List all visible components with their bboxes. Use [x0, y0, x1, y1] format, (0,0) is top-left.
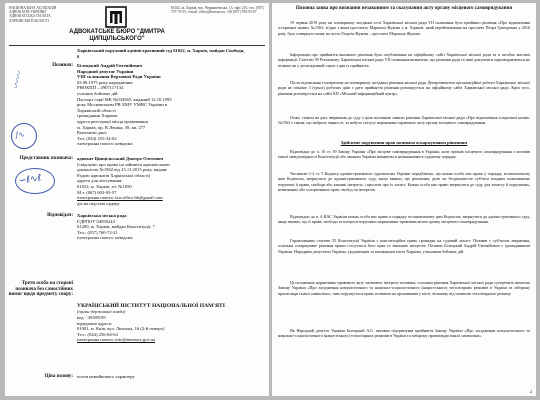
rep-email: електронна пошта: law.office.hb@gmail.com: [77, 195, 163, 201]
rep-line: діяльністю №1962 від 23.11.2015 року, видане: [77, 167, 168, 173]
third-party-line: (орган державної влади): [77, 309, 126, 315]
rep-line: адреса для листування:: [77, 178, 123, 184]
third-party-line: 01001, м. Київ, вул. Липська, 16 (2-й поверх): [77, 326, 165, 332]
representative-label: Представник позивача:: [19, 156, 73, 161]
third-party-name: УКРАЇНСЬКИЙ ІНСТИТУТ НАЦІОНАЛЬНОЇ ПАМ'ЯТІ: [77, 303, 225, 309]
paragraph: Відповідно до п. 6 КАС України кожна особа має право в порядку, встановленому цим Кодексом, звернутися до адміністративного суду, якщо вважає, що її права, свободи та інтереси порушено нормативно-правовим актом органу місцевого самоврядування.: [278, 214, 530, 225]
paragraph: Ці положення нормативно-правового акту зачіпають інтереси позивача, оскільки рішення Харківської міської ради суперечить вимогам Закону України «Про засудження комуністичного та націонал-соціалістичного (нацистського) тоталітарних режимів в Україні та заборону пропаганди їхньої символіки», чим порушується право позивача на проживання у місті, вільному від символів тоталітарного режиму.: [278, 280, 530, 296]
defendant-name: Харківська міська рада: [77, 213, 127, 218]
plaintiff-line: адреса реєстрації місця проживання: [77, 118, 148, 124]
paragraph: Частиною 1-2 ст. 5 Кодексу адміністративного судочинства України передбачено, що кожна особа має право у порядку, встановленому цим Кодексом, звернутися до адміністративного суду, якщо вважає, що рішенням, дією чи бездіяльністю суб'єкта владних повноважень порушені її права, свободи або законні інтереси, і просити про їх захист. Кожна особа має право звернутися до суду для захисту її порушених, невизнаних або оспорюваних прав, свобод чи інтересів.: [278, 171, 530, 192]
defendant-line: 61200, м. Харків, майдан Конституції, 7: [77, 224, 155, 230]
court-address: Харківський окружний адміністративний суд 61022, м. Харків, майдан Свободи, 6: [77, 48, 245, 59]
plaintiff-role: Народний депутат України: [77, 68, 134, 74]
plaintiff-line: громадянин Харкова: [77, 113, 118, 119]
plaintiff-line: Контактні дані:: [77, 130, 108, 136]
plaintiff-line: Тел: (044) 255-34-02: [77, 135, 117, 141]
plaintiff-line: учасник бойових дій: [77, 90, 118, 96]
plaintiff-line: РНОКПП – 2907117134: [77, 85, 124, 91]
paragraph: Відповідно до ч. 10 ст. 59 Закону України «Про місцеве самоврядування в Україні» акти органів місцевого самоврядування з мотивів їхньої невідповідності Конституції або законам України визнаються незаконними в судовому порядку.: [278, 149, 530, 160]
claim-title: Позовна заява про визнання незаконним та скасування акту органу місцевого самоврядування: [295, 6, 513, 11]
third-party-line: юридична адреса:: [77, 320, 113, 326]
claim-price-label: Ціна позову:: [44, 374, 73, 379]
defendant-label: Відповідач:: [47, 213, 73, 218]
signature-mark: ∽ℓ∿ℓ: [18, 173, 43, 187]
section-subtitle: Здійснене порушення прав позивача оскаржуваним рішенням: [340, 140, 468, 145]
rep-line: адвокат Ципцільський Дмитро Олегович: [77, 156, 164, 161]
bureau-contacts: 61022, м. Харків, вул. Чернишевська, 13, офіс 215, тел. (057) 707-75-55, e-mail: office@bureau.ua, +38 (057) 700-03-07: [171, 6, 264, 15]
page-number: 2: [529, 389, 532, 394]
handwritten-note: 〰〰: [11, 70, 26, 90]
document-page-2: [272, 3, 536, 396]
rep-line: М.т. (067) 603-03-57: [77, 189, 117, 195]
plaintiff-line: м. Харків, пр. В.Леніна, 39, кв. 277: [77, 124, 146, 130]
defendant-block: [77, 213, 247, 241]
claim-price-value: позов немайнового характеру: [77, 374, 135, 379]
third-party-email: електронна пошта: info@memory.gov.ua: [77, 337, 155, 343]
defendant-line: електронна пошта: невідома: [77, 235, 133, 241]
rep-line: (свідоцтво про право на зайняття адвокатською: [77, 161, 170, 167]
law-bureau-logo: [105, 6, 127, 28]
defendant-line: Тел.: (057) 760-72-21: [77, 229, 118, 235]
paragraph: Отже, станом на дату звернення до суду з цією позовною заявою рішення Харківської міської ради «Про відновлення історичної назви» №1563 є таким, що набрало чинності, та набуло статусу нормативно-правового акту органу місцевого самоврядування.: [278, 115, 530, 126]
signature-mark: ∫∿: [15, 131, 25, 139]
defendant-line: ЄДРПОУ 04059243: [77, 218, 115, 224]
plaintiff-name: Білецький Андрій Євгенійович: [77, 63, 143, 68]
plaintiff-label: Позивач:: [52, 63, 73, 68]
header-divider: [9, 45, 265, 46]
plaintiff-convocation: VIII скликання Верховної Ради України: [77, 74, 161, 80]
rep-line: Радою адвокатів Харківської області): [77, 172, 151, 178]
paragraph: Після підписання головуючим на пленарному засіданні рішення міської ради Департаментом організаційної роботи Харківської міської ради не пізніше 3 (трьох) робочих днів з дати прийняття рішення розміщується на офіційному сайті Харківської міської ради. Крім того, рішення розміщується на сайті КП «Міський інформаційний центр».: [278, 80, 530, 96]
plaintiff-block: [77, 63, 247, 147]
plaintiff-line: року Московським РВ ХМУ УМВС України в: [77, 102, 168, 108]
rep-document: діє на підставі ордеру: [77, 200, 120, 206]
rep-line: 61022, м. Харків, а/с №1050: [77, 183, 132, 189]
third-party-line: код - 39189195: [77, 315, 106, 320]
representative-block: [77, 156, 247, 206]
bar-association-header: НАЦІОНАЛЬНА АСОЦІАЦІЯ АДВОКАТІВ УКРАЇНИ АДВОКАТСЬКА ПАЛАТА ХАРКІВСЬКОЇ ОБЛАСТІ: [9, 6, 57, 23]
paragraph: Гарантованим статтею 55 Конституції України є конституційне право громадян на судовий захист. Позивач є суб'єктом звернення, оскільки оскаржуване рішення прямо стосується його прав та законних інтересів. Позивач Білецький Андрій Євгенійович є громадянином України, Народним депутатом України, уродженцем та мешканцем міста Харкова, учасником бойових дій.: [278, 238, 530, 254]
paragraph: Інформація про прийняття вказаного рішення була опублікована на офіційному сайті Харківської міської ради та в засобах масової інформації. Статтею 59 Регламенту Харківської міської ради VII скликання визначено, що рішення ради та інші документи оприлюднюються не пізніше як у десятиденний строк з дня їх прийняття.: [278, 52, 531, 68]
third-party-line: Тел.: (044) 256-04-64: [77, 331, 118, 337]
third-party-block: [77, 303, 247, 343]
plaintiff-line: 03.08.1975 року народження: [77, 79, 133, 85]
plaintiff-line: Харківській області: [77, 107, 116, 113]
document-page-1: [5, 3, 269, 396]
paragraph: Як Народний депутат України Білецький А.Є. активно підтримував прийняття Закону України «Про засудження комуністичного та націонал-соціалістичного (нацистського) тоталітарних режимів в Україні та заборону пропаганди їхньої символіки».: [278, 328, 530, 339]
paragraph: 19 червня 2019 року на пленарному засіданні сесії Харківської міської ради VII скликання було прийнято рішення «Про відновлення історичної назви» №1563, згідно з яким проспекту Маршала Жукова у м. Харкові, який перейменовано на проспект Петра Григоренка у 2016 році, було повернуто назву на честь Георгія Жукова – проспект Маршала Жукова.: [278, 20, 530, 36]
law-bureau-name: АДВОКАТСЬКЕ БЮРО "ДМИТРА ЦИПЦІЛЬСЬКОГО": [69, 29, 165, 42]
plaintiff-line: Паспорт серії МК №034565, виданий 12.10.1995: [77, 96, 172, 102]
plaintiff-line: електронна пошта: невідома: [77, 141, 133, 147]
third-party-label: Третя особа на стороні позивача без самостійних вимог щодо предмету спору:: [8, 281, 73, 298]
